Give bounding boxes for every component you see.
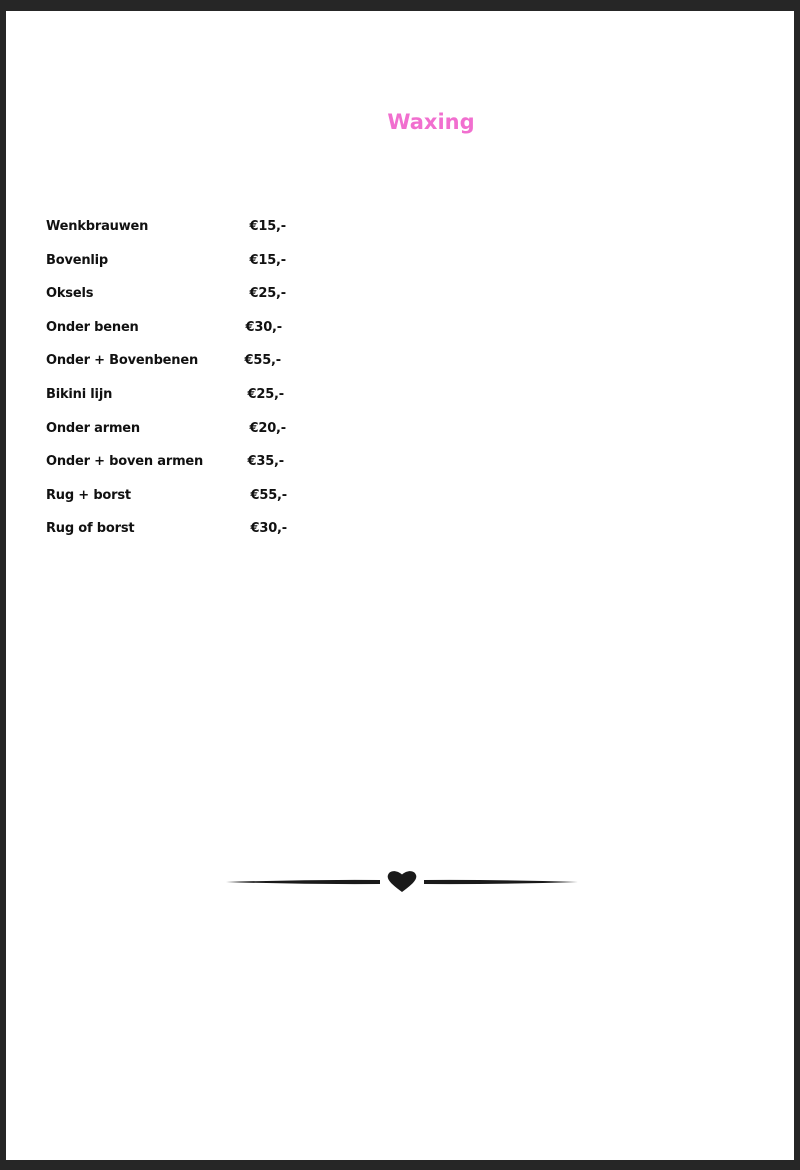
price-row bbox=[46, 519, 296, 553]
service-price: €15,- bbox=[249, 219, 286, 234]
price-row bbox=[46, 419, 296, 453]
page-title: Waxing bbox=[387, 110, 475, 134]
heart-divider bbox=[224, 866, 580, 898]
heart-divider-graphic bbox=[224, 866, 580, 898]
price-row bbox=[46, 284, 296, 318]
service-price: €35,- bbox=[247, 454, 284, 470]
service-name: Rug of borst bbox=[46, 521, 135, 537]
price-row bbox=[46, 452, 296, 486]
service-price: €25,- bbox=[249, 286, 286, 302]
service-name: Onder + boven armen bbox=[46, 454, 204, 470]
service-name: Wenkbrauwen bbox=[46, 219, 149, 234]
price-row bbox=[46, 351, 296, 385]
document-page bbox=[6, 11, 794, 1160]
service-name: Rug + borst bbox=[46, 487, 131, 503]
service-name: Onder armen bbox=[46, 420, 140, 436]
service-price: €30,- bbox=[250, 521, 287, 537]
service-price: €15,- bbox=[249, 252, 286, 268]
service-price: €55,- bbox=[250, 487, 287, 503]
service-name: Onder benen bbox=[46, 319, 139, 335]
price-row bbox=[46, 385, 296, 419]
divider-line-left bbox=[226, 880, 380, 884]
price-list bbox=[46, 217, 296, 553]
price-row bbox=[46, 318, 296, 352]
service-name: Bikini lijn bbox=[46, 386, 113, 402]
service-name: Bovenlip bbox=[46, 252, 109, 268]
heart-icon bbox=[388, 871, 417, 892]
service-price: €20,- bbox=[249, 420, 286, 436]
price-row bbox=[46, 251, 296, 285]
service-name: Onder + Bovenbenen bbox=[46, 353, 199, 369]
service-price: €55,- bbox=[244, 353, 281, 369]
service-price: €25,- bbox=[247, 386, 284, 402]
service-name: Oksels bbox=[46, 286, 94, 302]
divider-line-right bbox=[424, 880, 578, 884]
price-row bbox=[46, 217, 296, 251]
service-price: €30,- bbox=[245, 319, 282, 335]
price-row bbox=[46, 486, 296, 520]
